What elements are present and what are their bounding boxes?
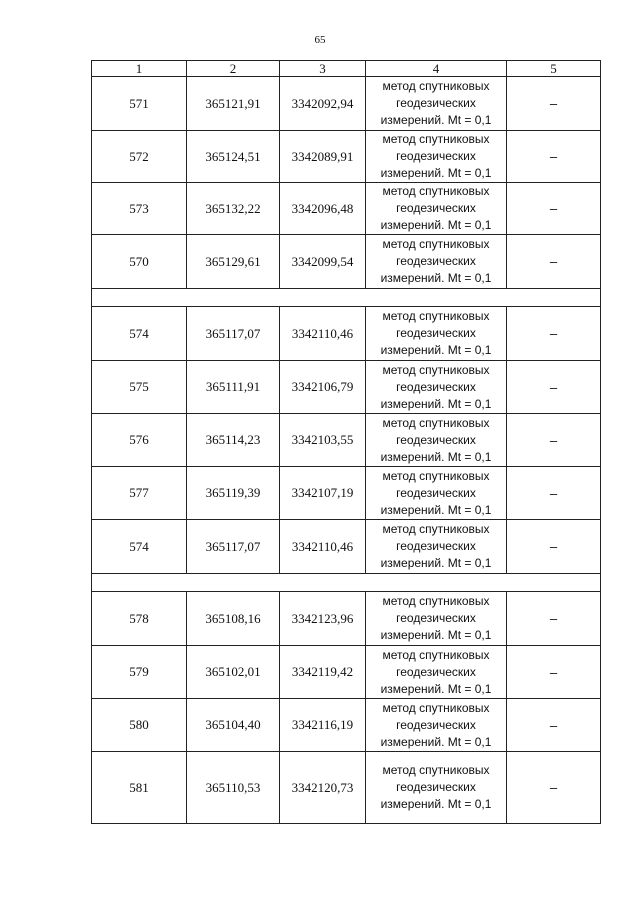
- x-coordinate-cell: 365102,01: [187, 646, 280, 699]
- method-line: измерений. Mt = 0,1: [380, 734, 492, 749]
- method-line: измерений. Mt = 0,1: [380, 556, 492, 570]
- method-line: метод спутниковых: [382, 184, 490, 198]
- note-cell: –: [507, 361, 601, 414]
- table-row: [92, 307, 601, 361]
- y-coordinate-cell: 3342123,96: [280, 592, 366, 646]
- method-cell: [366, 752, 507, 824]
- method-cell: [366, 131, 507, 183]
- method-cell: [366, 646, 507, 699]
- method-line: геодезических: [396, 780, 476, 794]
- table-row: [92, 520, 601, 574]
- coordinates-table: [91, 60, 601, 824]
- method-line: геодезических: [396, 432, 476, 447]
- column-header: 3: [280, 61, 366, 77]
- method-line: геодезических: [396, 201, 476, 215]
- method-line: метод спутниковых: [382, 132, 490, 146]
- y-coordinate-cell: 3342110,46: [280, 307, 366, 361]
- point-number-cell: 579: [92, 646, 187, 699]
- x-coordinate-cell: 365108,16: [187, 592, 280, 646]
- x-coordinate-cell: 365124,51: [187, 131, 280, 183]
- method-line: геодезических: [396, 664, 476, 679]
- method-line: метод спутниковых: [382, 362, 490, 377]
- group-separator-row: [92, 289, 601, 307]
- table-row: [92, 235, 601, 289]
- y-coordinate-cell: 3342092,94: [280, 77, 366, 131]
- note-cell: –: [507, 183, 601, 235]
- method-line: метод спутниковых: [382, 594, 490, 608]
- point-number-cell: 573: [92, 183, 187, 235]
- page-number: 65: [314, 34, 326, 46]
- point-number-cell: 570: [92, 235, 187, 289]
- y-coordinate-cell: 3342106,79: [280, 361, 366, 414]
- y-coordinate-cell: 3342119,42: [280, 646, 366, 699]
- y-coordinate-cell: 3342107,19: [280, 467, 366, 520]
- column-header: 2: [187, 61, 280, 77]
- method-cell: [366, 592, 507, 646]
- note-cell: –: [507, 307, 601, 361]
- method-line: измерений. Mt = 0,1: [380, 271, 492, 285]
- method-line: измерений. Mt = 0,1: [380, 396, 492, 411]
- method-line: геодезических: [396, 149, 476, 163]
- column-header: 4: [366, 61, 507, 77]
- method-line: геодезических: [396, 717, 476, 732]
- note-cell: –: [507, 77, 601, 131]
- method-cell: [366, 235, 507, 289]
- method-line: измерений. Mt = 0,1: [380, 166, 492, 180]
- note-cell: –: [507, 699, 601, 752]
- table-row: [92, 646, 601, 699]
- table-row: [92, 699, 601, 752]
- column-header: 1: [92, 61, 187, 77]
- method-line: измерений. Mt = 0,1: [380, 797, 492, 811]
- method-line: метод спутниковых: [382, 309, 490, 323]
- note-cell: –: [507, 592, 601, 646]
- group-separator-row: [92, 574, 601, 592]
- y-coordinate-cell: 3342116,19: [280, 699, 366, 752]
- x-coordinate-cell: 365129,61: [187, 235, 280, 289]
- method-line: геодезических: [396, 485, 476, 500]
- method-line: метод спутниковых: [382, 700, 490, 715]
- y-coordinate-cell: 3342099,54: [280, 235, 366, 289]
- point-number-cell: 575: [92, 361, 187, 414]
- y-coordinate-cell: 3342120,73: [280, 752, 366, 824]
- method-cell: [366, 361, 507, 414]
- method-line: измерений. Mt = 0,1: [380, 449, 492, 464]
- y-coordinate-cell: 3342089,91: [280, 131, 366, 183]
- note-cell: –: [507, 467, 601, 520]
- point-number-cell: 580: [92, 699, 187, 752]
- point-number-cell: 571: [92, 77, 187, 131]
- table-row: [92, 77, 601, 131]
- method-cell: [366, 77, 507, 131]
- point-number-cell: 574: [92, 520, 187, 574]
- point-number-cell: 581: [92, 752, 187, 824]
- method-line: измерений. Mt = 0,1: [380, 628, 492, 642]
- method-line: геодезических: [396, 379, 476, 394]
- method-line: геодезических: [396, 539, 476, 553]
- x-coordinate-cell: 365111,91: [187, 361, 280, 414]
- x-coordinate-cell: 365117,07: [187, 307, 280, 361]
- x-coordinate-cell: 365132,22: [187, 183, 280, 235]
- method-line: измерений. Mt = 0,1: [380, 113, 492, 127]
- table-body: [92, 77, 601, 824]
- method-line: геодезических: [396, 254, 476, 268]
- y-coordinate-cell: 3342103,55: [280, 414, 366, 467]
- point-number-cell: 577: [92, 467, 187, 520]
- method-line: геодезических: [396, 96, 476, 110]
- y-coordinate-cell: 3342110,46: [280, 520, 366, 574]
- method-line: измерений. Mt = 0,1: [380, 218, 492, 232]
- point-number-cell: 572: [92, 131, 187, 183]
- point-number-cell: 574: [92, 307, 187, 361]
- x-coordinate-cell: 365104,40: [187, 699, 280, 752]
- table-row: [92, 592, 601, 646]
- note-cell: –: [507, 131, 601, 183]
- method-line: метод спутниковых: [382, 79, 490, 93]
- note-cell: –: [507, 414, 601, 467]
- x-coordinate-cell: 365114,23: [187, 414, 280, 467]
- method-line: измерений. Mt = 0,1: [380, 343, 492, 357]
- method-line: метод спутниковых: [382, 522, 490, 536]
- method-line: метод спутниковых: [382, 763, 490, 777]
- table-row: [92, 183, 601, 235]
- method-cell: [366, 520, 507, 574]
- column-header: 5: [507, 61, 601, 77]
- x-coordinate-cell: 365110,53: [187, 752, 280, 824]
- method-line: метод спутниковых: [382, 237, 490, 251]
- x-coordinate-cell: 365119,39: [187, 467, 280, 520]
- table-row: [92, 361, 601, 414]
- method-line: метод спутниковых: [382, 647, 490, 662]
- table-header-row: [92, 61, 601, 77]
- method-cell: [366, 307, 507, 361]
- y-coordinate-cell: 3342096,48: [280, 183, 366, 235]
- method-line: геодезических: [396, 326, 476, 340]
- method-cell: [366, 699, 507, 752]
- method-line: геодезических: [396, 611, 476, 625]
- method-cell: [366, 467, 507, 520]
- method-line: измерений. Mt = 0,1: [380, 681, 492, 696]
- x-coordinate-cell: 365117,07: [187, 520, 280, 574]
- note-cell: –: [507, 235, 601, 289]
- method-line: метод спутниковых: [382, 468, 490, 483]
- point-number-cell: 578: [92, 592, 187, 646]
- note-cell: –: [507, 752, 601, 824]
- method-line: измерений. Mt = 0,1: [380, 502, 492, 517]
- table-row: [92, 131, 601, 183]
- table-row: [92, 467, 601, 520]
- x-coordinate-cell: 365121,91: [187, 77, 280, 131]
- group-separator-cell: [92, 574, 601, 592]
- point-number-cell: 576: [92, 414, 187, 467]
- method-cell: [366, 414, 507, 467]
- table-row: [92, 414, 601, 467]
- note-cell: –: [507, 520, 601, 574]
- note-cell: –: [507, 646, 601, 699]
- method-line: метод спутниковых: [382, 415, 490, 430]
- table-row: [92, 752, 601, 824]
- method-cell: [366, 183, 507, 235]
- group-separator-cell: [92, 289, 601, 307]
